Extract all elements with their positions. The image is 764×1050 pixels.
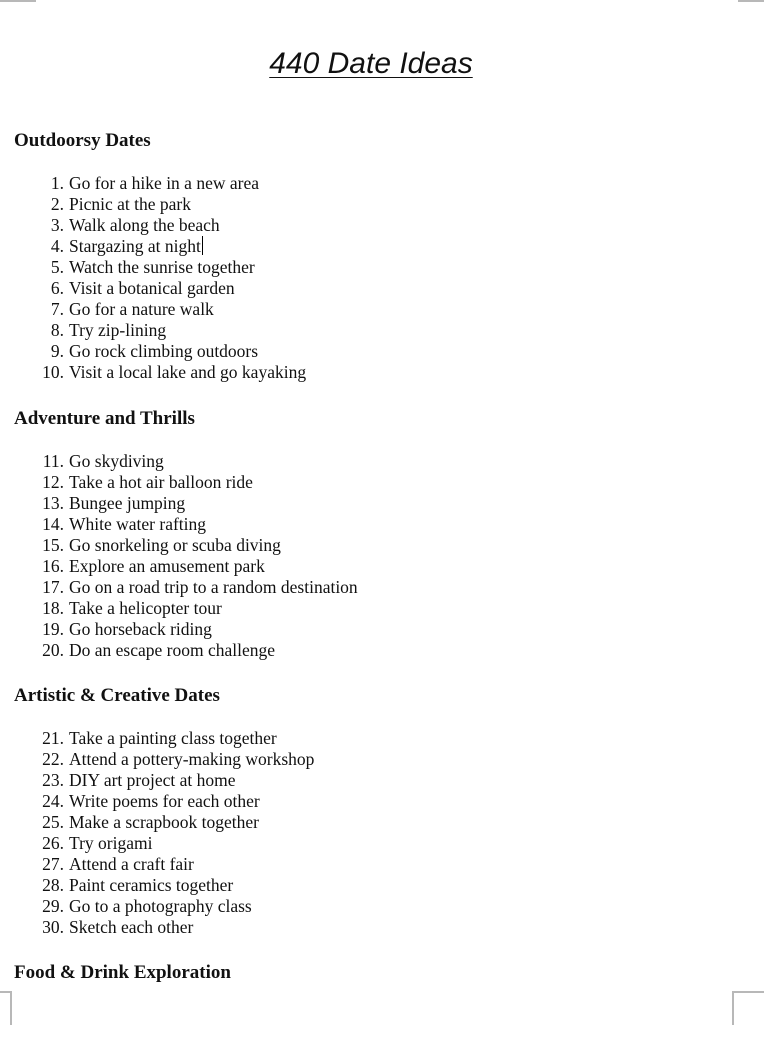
list-item-text: Explore an amusement park	[69, 556, 265, 576]
list-item-text: Try origami	[69, 833, 153, 853]
list-item-text: Go on a road trip to a random destination	[69, 577, 358, 597]
list-item-number: 1.	[50, 173, 64, 193]
list-item-text: Do an escape room challenge	[69, 640, 276, 660]
list-item-text: Write poems for each other	[69, 791, 260, 811]
list-item-number: 7.	[50, 299, 64, 319]
list-item-text: Go snorkeling or scuba diving	[69, 535, 281, 555]
list-item-number: 29.	[42, 896, 64, 916]
list-item-number: 3.	[50, 215, 64, 235]
section-heading-outdoorsy[interactable]: Outdoorsy Dates	[14, 130, 151, 151]
list-item-text: White water rafting	[69, 514, 207, 534]
list-item-number: 27.	[42, 854, 64, 874]
list-item-number: 12.	[42, 472, 64, 492]
list-item-text: Try zip-lining	[69, 320, 167, 340]
list-item-number: 8.	[50, 320, 64, 340]
list-item-text: Make a scrapbook together	[69, 812, 259, 832]
list-item-number: 4.	[50, 236, 64, 256]
list-item-number: 11.	[42, 451, 64, 471]
list-item-number: 21.	[42, 728, 64, 748]
list-item-number: 23.	[42, 770, 64, 790]
crop-mark-top-right	[738, 0, 764, 3]
list-item-number: 5.	[50, 257, 64, 277]
list-item-number: 26.	[42, 833, 64, 853]
list-item-text: Go skydiving	[69, 451, 164, 471]
list-item-text: Take a painting class together	[69, 728, 277, 748]
list-item-number: 25.	[42, 812, 64, 832]
crop-mark-bottom-left	[0, 991, 12, 1025]
list-item-number: 10.	[42, 362, 64, 382]
list-item-text: Go rock climbing outdoors	[69, 341, 259, 361]
list-item-text: Go horseback riding	[69, 619, 212, 639]
list-item-text: Go for a nature walk	[69, 299, 214, 319]
list-item-number: 6.	[50, 278, 64, 298]
list-item-text: Watch the sunrise together	[69, 257, 255, 277]
list-item-text: Bungee jumping	[69, 493, 186, 513]
list-item-text: Walk along the beach	[69, 215, 220, 235]
list-item-text: Stargazing at night	[69, 236, 201, 256]
list-item-number: 9.	[50, 341, 64, 361]
list-item-text: Picnic at the park	[69, 194, 191, 214]
list-item-number: 18.	[42, 598, 64, 618]
list-item-number: 24.	[42, 791, 64, 811]
list-item-number: 15.	[42, 535, 64, 555]
list-item-text: Sketch each other	[69, 917, 194, 937]
section-heading-adventure[interactable]: Adventure and Thrills	[14, 408, 195, 429]
list-item-text: Take a hot air balloon ride	[69, 472, 253, 492]
list-item-number: 16.	[42, 556, 64, 576]
list-item-number: 30.	[42, 917, 64, 937]
list-item-number: 13.	[42, 493, 64, 513]
list-item-text: Take a helicopter tour	[69, 598, 222, 618]
list-item-number: 14.	[42, 514, 64, 534]
list-item-text: Paint ceramics together	[69, 875, 234, 895]
list-item-text-with-cursor	[69, 236, 203, 257]
list-item-text: Go for a hike in a new area	[69, 173, 259, 193]
list-item-number: 28.	[42, 875, 64, 895]
list-item-number: 2.	[50, 194, 64, 214]
list-item-text: Visit a local lake and go kayaking	[69, 362, 307, 382]
list-item-number: 20.	[42, 640, 64, 660]
list-item-number: 17.	[42, 577, 64, 597]
crop-mark-top-left	[0, 0, 36, 3]
document-title[interactable]: 440 Date Ideas	[269, 47, 473, 80]
section-heading-artistic[interactable]: Artistic & Creative Dates	[14, 685, 220, 706]
list-item-text: Attend a pottery-making workshop	[69, 749, 315, 769]
list-item-number: 22.	[42, 749, 64, 769]
crop-mark-bottom-right	[732, 991, 764, 1025]
list-item-text: Attend a craft fair	[69, 854, 194, 874]
list-item-number: 19.	[42, 619, 64, 639]
text-cursor	[202, 236, 203, 255]
list-item-text: Visit a botanical garden	[69, 278, 235, 298]
section-heading-food-drink[interactable]: Food & Drink Exploration	[14, 962, 231, 983]
list-item-text: Go to a photography class	[69, 896, 252, 916]
list-item-text: DIY art project at home	[69, 770, 236, 790]
